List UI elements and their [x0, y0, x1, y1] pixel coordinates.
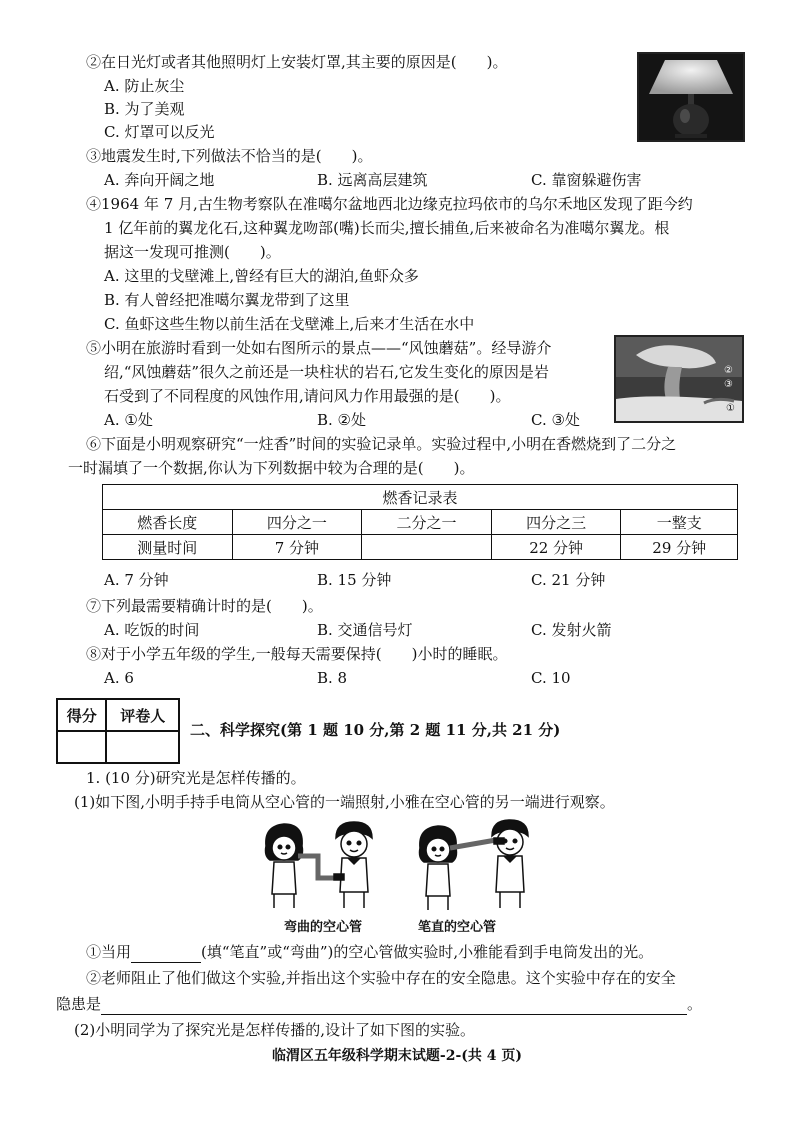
question-7-option-c: C. 发射火箭	[531, 621, 612, 639]
question-6-option-b: B. 15 分钟	[317, 571, 392, 589]
table-cell: 燃香长度	[103, 510, 233, 535]
question-5-option-b: B. ②处	[317, 411, 367, 429]
question-tube-blank-line	[86, 942, 653, 963]
question-5-option-c: C. ③处	[531, 411, 580, 429]
table-title-row	[103, 485, 738, 510]
question-4-stem-line3: 据这一发现可推测( )。	[104, 243, 281, 261]
table-cell: 22 分钟	[491, 535, 621, 560]
question-4-stem-line2: 1 亿年前的翼龙化石,这种翼龙吻部(嘴)长而尖,擅长捕鱼,后来被命名为准噶尔翼龙。根	[104, 219, 670, 237]
question-5-option-a: A. ①处	[104, 411, 153, 429]
question-safety-line2	[56, 994, 702, 1015]
question-2-stem: ②在日光灯或者其他照明灯上安装灯罩,其主要的原因是( )。	[86, 53, 508, 71]
question-3-option-a: A. 奔向开阔之地	[104, 171, 215, 189]
answer-blank-1[interactable]	[131, 942, 201, 963]
table-cell: 29 分钟	[621, 535, 738, 560]
question-8-option-c: C. 10	[531, 669, 571, 687]
section-2-question-1-part-2: (2)小明同学为了探究光是怎样传播的,设计了如下图的实验。	[74, 1021, 476, 1039]
question-7-option-a: A. 吃饭的时间	[104, 621, 200, 639]
table-cell: 四分之一	[232, 510, 362, 535]
safety-end: 。	[687, 995, 703, 1013]
question-6-option-a: A. 7 分钟	[104, 571, 169, 589]
section-2-title: 二、科学探究(第 1 题 10 分,第 2 题 11 分,共 21 分)	[190, 721, 561, 739]
question-6-stem-line2: 一时漏填了一个数据,你认为下列数据中较为合理的是( )。	[68, 459, 475, 477]
page-footer: 临渭区五年级科学期末试题-2-(共 4 页)	[271, 1048, 523, 1064]
section-2-question-1-part-1: (1)如下图,小明手持手电筒从空心管的一端照射,小雅在空心管的另一端进行观察。	[74, 793, 615, 811]
straight-tube-caption: 笔直的空心管	[418, 920, 497, 935]
question-4-option-b: B. 有人曾经把准噶尔翼龙带到了这里	[104, 291, 350, 309]
question-safety-line1: ②老师阻止了他们做这个实验,并指出这个实验中存在的安全隐患。这个实验中存在的安全	[86, 969, 676, 987]
question-3-stem: ③地震发生时,下列做法不恰当的是( )。	[86, 147, 373, 165]
straight-tube-illustration	[414, 816, 538, 916]
lamp-photo	[637, 52, 745, 142]
question-3-option-c: C. 靠窗躲避伤害	[531, 171, 642, 189]
table-title: 燃香记录表	[103, 485, 738, 510]
question-2-option-b: B. 为了美观	[104, 100, 185, 118]
table-cell-missing	[362, 535, 492, 560]
question-2-option-c: C. 灯罩可以反光	[104, 123, 215, 141]
question-3-option-b: B. 远离高层建筑	[317, 171, 428, 189]
wind-erosion-mushroom-photo	[614, 335, 744, 423]
photo-mark-2: ②	[724, 365, 733, 376]
table-row	[103, 535, 738, 560]
question-5-stem-line3: 石受到了不同程度的风蚀作用,请问风力作用最强的是( )。	[104, 387, 511, 405]
bent-tube-caption: 弯曲的空心管	[284, 920, 363, 935]
grader-cell	[106, 731, 179, 763]
question-8-option-b: B. 8	[317, 669, 348, 687]
question-4-stem-line1: ④1964 年 7 月,古生物考察队在准噶尔盆地西北边缘克拉玛依市的乌尔禾地区发现了距今约	[86, 195, 693, 213]
incense-record-table	[102, 484, 738, 560]
table-cell: 测量时间	[103, 535, 233, 560]
table-cell: 二分之一	[362, 510, 492, 535]
bent-tube-illustration	[260, 816, 384, 916]
question-5-stem-line1: ⑤小明在旅游时看到一处如右图所示的景点——“风蚀蘑菇”。经导游介	[86, 339, 552, 357]
grader-label: 评卷人	[106, 699, 179, 731]
section-2-question-1: 1. (10 分)研究光是怎样传播的。	[86, 769, 306, 787]
score-label: 得分	[57, 699, 106, 731]
question-6-option-c: C. 21 分钟	[531, 571, 606, 589]
question-7-option-b: B. 交通信号灯	[317, 621, 413, 639]
score-cell	[57, 731, 106, 763]
table-cell: 一整支	[621, 510, 738, 535]
question-8-stem: ⑧对于小学五年级的学生,一般每天需要保持( )小时的睡眠。	[86, 645, 508, 663]
answer-blank-safety[interactable]	[101, 994, 687, 1015]
question-4-option-a: A. 这里的戈壁滩上,曾经有巨大的湖泊,鱼虾众多	[104, 267, 419, 285]
photo-mark-3: ③	[724, 379, 733, 390]
question-2-option-a: A. 防止灰尘	[104, 77, 185, 95]
question-8-option-a: A. 6	[104, 669, 134, 687]
table-cell: 四分之三	[491, 510, 621, 535]
table-cell: 7 分钟	[232, 535, 362, 560]
question-4-option-c: C. 鱼虾这些生物以前生活在戈壁滩上,后来才生活在水中	[104, 315, 475, 333]
question-6-stem-line1: ⑥下面是小明观察研究“一炷香”时间的实验记录单。实验过程中,小明在香燃烧到了二分之	[86, 435, 677, 453]
table-row	[103, 510, 738, 535]
photo-mark-1: ①	[726, 403, 735, 414]
question-7-stem: ⑦下列最需要精确计时的是( )。	[86, 597, 323, 615]
blank-1-suffix: (填“笔直”或“弯曲”)的空心管做实验时,小雅能看到手电筒发出的光。	[201, 943, 654, 961]
safety-prefix: 隐患是	[56, 995, 102, 1013]
score-box	[56, 698, 180, 764]
blank-1-prefix: ①当用	[86, 943, 132, 961]
question-5-stem-line2: 绍,“风蚀蘑菇”很久之前还是一块柱状的岩石,它发生变化的原因是岩	[104, 363, 549, 381]
